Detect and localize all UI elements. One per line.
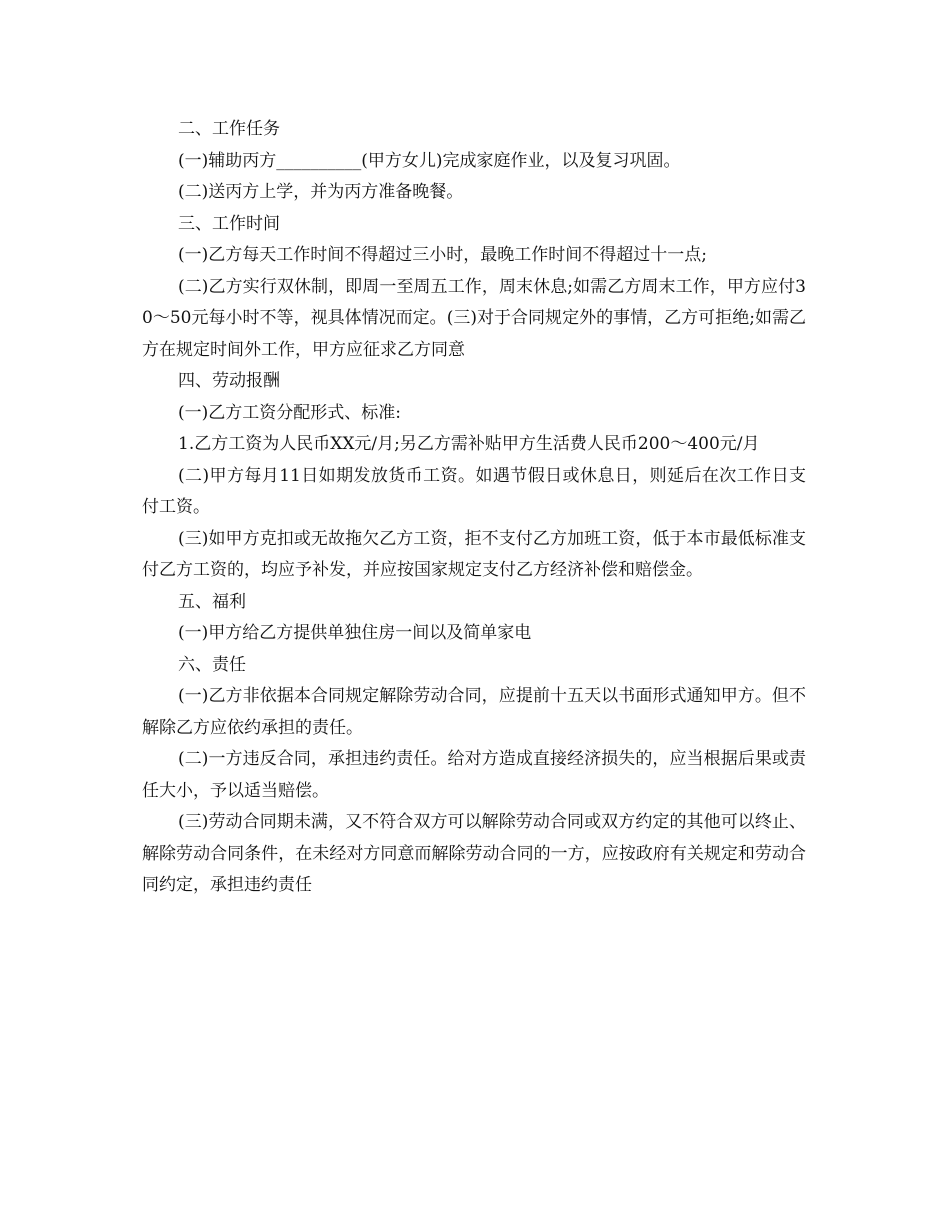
paragraph-liability-2: (二)一方违反合同，承担违约责任。给对方造成直接经济损失的，应当根据后果或责任大小，予以适当赔偿。	[142, 749, 806, 801]
section-heading-work-tasks: 二、工作任务	[178, 119, 280, 139]
paragraph-task-2: (二)送丙方上学，并为丙方准备晚餐。	[178, 182, 464, 202]
paragraph-pay-2: (二)甲方每月11日如期发放货币工资。如遇节假日或休息日，则延后在次工作日支付工资。	[142, 465, 806, 517]
paragraph-pay-1: (一)乙方工资分配形式、标准:	[178, 402, 401, 423]
paragraph-pay-3: (三)如甲方克扣或无故拖欠乙方工资，拒不支付乙方加班工资，低于本市最低标准支付乙方工资的，均应予补发，并应按国家规定支付乙方经济补偿和赔偿金。	[142, 528, 806, 580]
paragraph-pay-1-item-1: 1.乙方工资为人民币XX元/月;另乙方需补贴甲方生活费人民币200～400元/月	[178, 434, 760, 454]
paragraph-hours-1: (一)乙方每天工作时间不得超过三小时，最晚工作时间不得超过十一点;	[178, 245, 707, 265]
section-heading-liability: 六、责任	[178, 654, 246, 675]
paragraph-task-1: (一)辅助丙方__________(甲方女儿)完成家庭作业，以及复习巩固。	[178, 150, 681, 171]
section-heading-work-hours: 三、工作时间	[178, 213, 280, 234]
section-heading-welfare: 五、福利	[178, 591, 246, 612]
paragraph-hours-2: (二)乙方实行双休制，即周一至周五工作，周末休息;如需乙方周末工作，甲方应付30～50元每小时不等，视具体情况而定。(三)对于合同规定外的事情，乙方可拒绝;如需乙方在规定时间外工作，甲方应征求乙方同意	[142, 276, 806, 360]
paragraph-liability-1: (一)乙方非依据本合同规定解除劳动合同，应提前十五天以书面形式通知甲方。但不解除乙方应依约承担的责任。	[142, 686, 806, 738]
paragraph-welfare-1: (一)甲方给乙方提供单独住房一间以及简单家电	[178, 623, 532, 643]
paragraph-liability-3: (三)劳动合同期未满，又不符合双方可以解除劳动合同或双方约定的其他可以终止、解除劳动合同条件，在未经对方同意而解除劳动合同的一方，应按政府有关规定和劳动合同约定，承担违约责任	[142, 812, 806, 895]
section-heading-remuneration: 四、劳动报酬	[178, 371, 280, 391]
document-body	[142, 114, 806, 902]
